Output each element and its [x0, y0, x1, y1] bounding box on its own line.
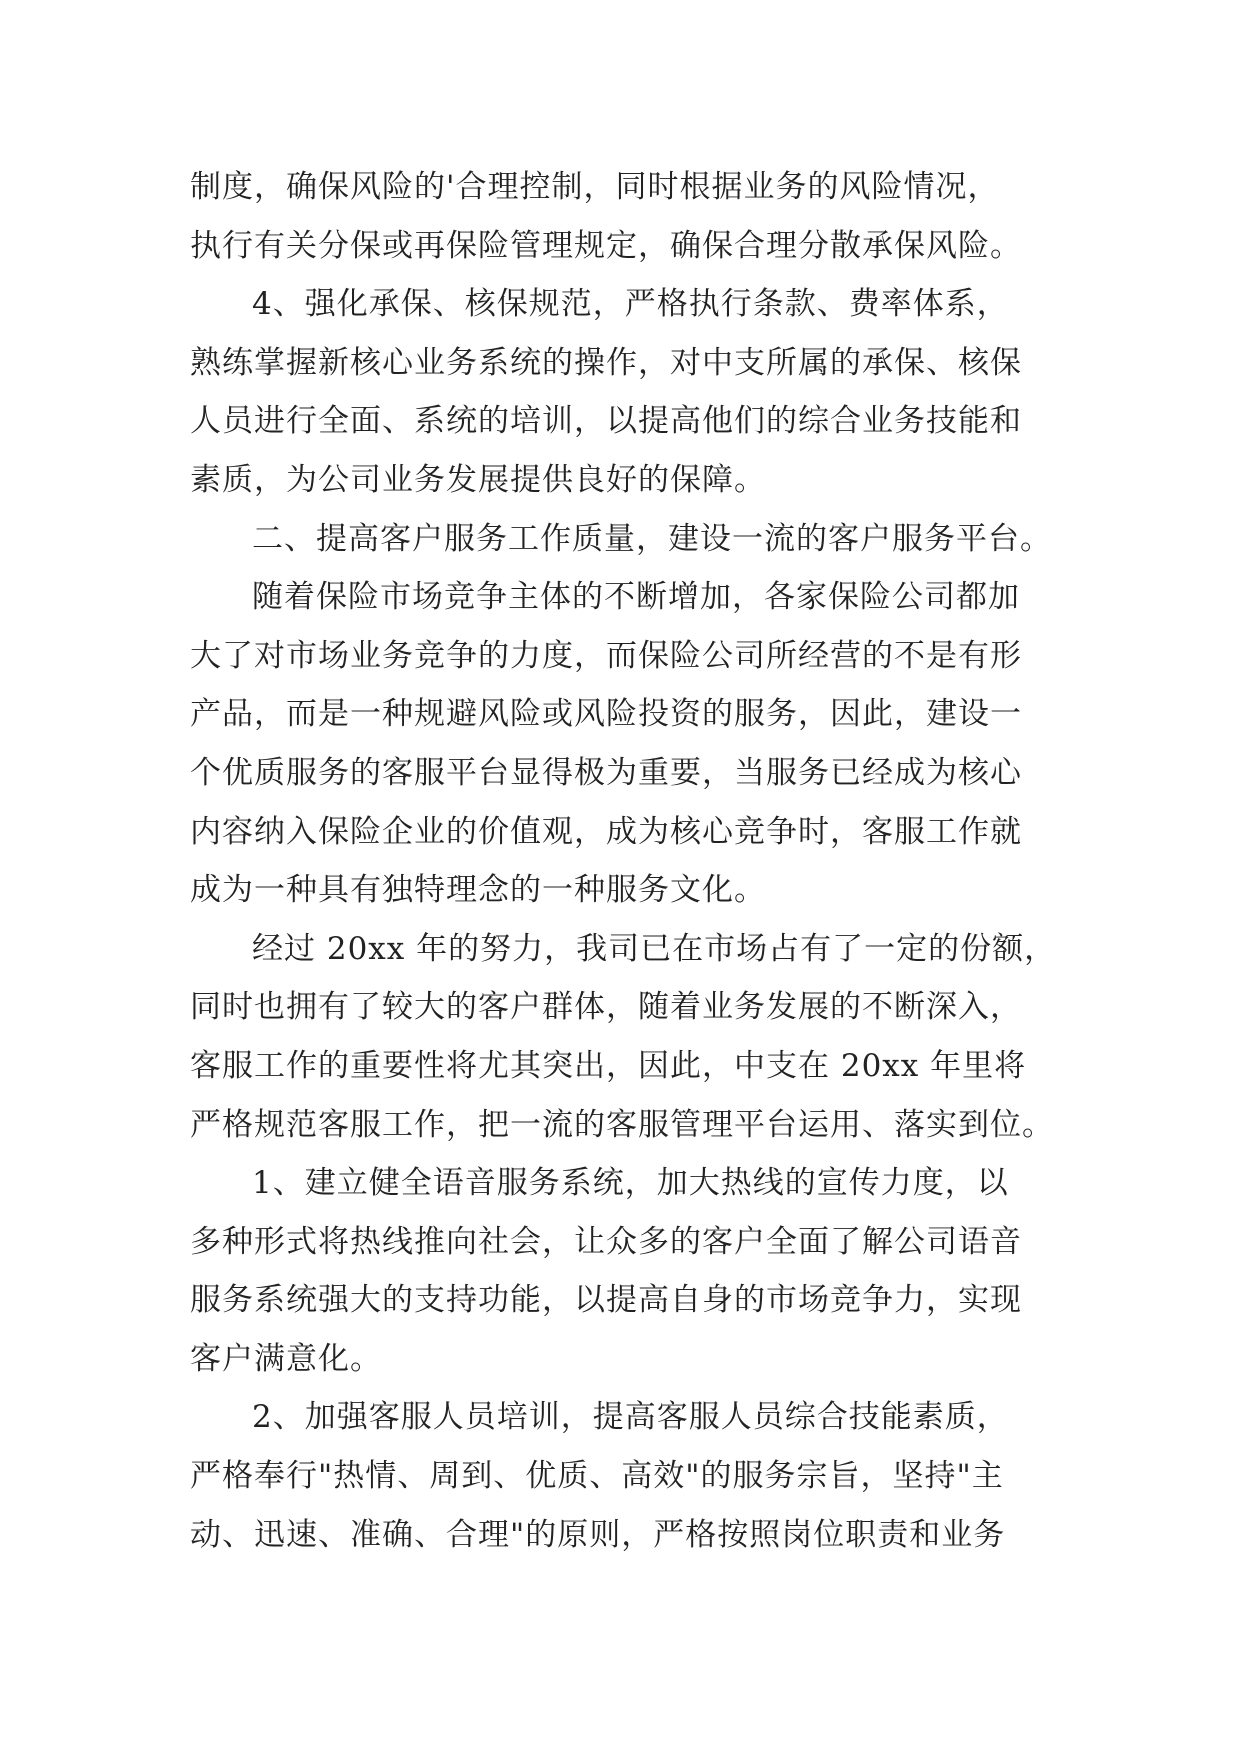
text-line: 人员进行全面、系统的培训，以提高他们的综合业务技能和 [190, 403, 1022, 440]
text-line: 素质，为公司业务发展提供良好的保障。 [190, 461, 766, 498]
section-heading: 二、提高客户服务工作质量，建设一流的客户服务平台。 [252, 520, 1052, 557]
text-line: 随着保险市场竞争主体的不断增加，各家保险公司都加 [252, 579, 1020, 616]
text-line: 个优质服务的客服平台显得极为重要，当服务已经成为核心 [190, 754, 1022, 791]
text-line: 大了对市场业务竞争的力度，而保险公司所经营的不是有形 [190, 637, 1022, 674]
text-line: 多种形式将热线推向社会，让众多的客户全面了解公司语音 [190, 1223, 1022, 1260]
text-line: 1、建立健全语音服务系统，加大热线的宣传力度，以 [252, 1165, 1009, 1202]
text-line: 服务系统强大的支持功能，以提高自身的市场竞争力，实现 [190, 1282, 1022, 1319]
text-line: 4、强化承保、核保规范，严格执行条款、费率体系， [252, 286, 1009, 323]
text-line: 制度，确保风险的'合理控制，同时根据业务的风险情况， [190, 169, 1000, 205]
text-line: 成为一种具有独特理念的一种服务文化。 [190, 872, 766, 909]
text-line: 客服工作的重要性将尤其突出，因此，中支在 20xx 年里将 [190, 1047, 1027, 1084]
text-line: 动、迅速、准确、合理"的原则，严格按照岗位职责和业务 [190, 1516, 1006, 1553]
document-body [190, 158, 1070, 1564]
text-line: 内容纳入保险企业的价值观，成为核心竞争时，客服工作就 [190, 813, 1022, 850]
text-line: 严格规范客服工作，把一流的客服管理平台运用、落实到位。 [190, 1106, 1054, 1143]
text-line: 经过 20xx 年的努力，我司已在市场占有了一定的份额， [252, 930, 1057, 967]
text-line: 产品，而是一种规避风险或风险投资的服务，因此，建设一 [190, 696, 1022, 733]
text-line: 2、加强客服人员培训，提高客服人员综合技能素质， [252, 1399, 1009, 1436]
text-line: 客户满意化。 [190, 1340, 382, 1377]
text-line: 严格奉行"热情、周到、优质、高效"的服务宗旨，坚持"主 [190, 1458, 1004, 1495]
text-line: 执行有关分保或再保险管理规定，确保合理分散承保风险。 [190, 227, 1022, 264]
text-line: 同时也拥有了较大的客户群体，随着业务发展的不断深入， [190, 989, 1022, 1026]
text-line: 熟练掌握新核心业务系统的操作，对中支所属的承保、核保 [190, 344, 1022, 381]
